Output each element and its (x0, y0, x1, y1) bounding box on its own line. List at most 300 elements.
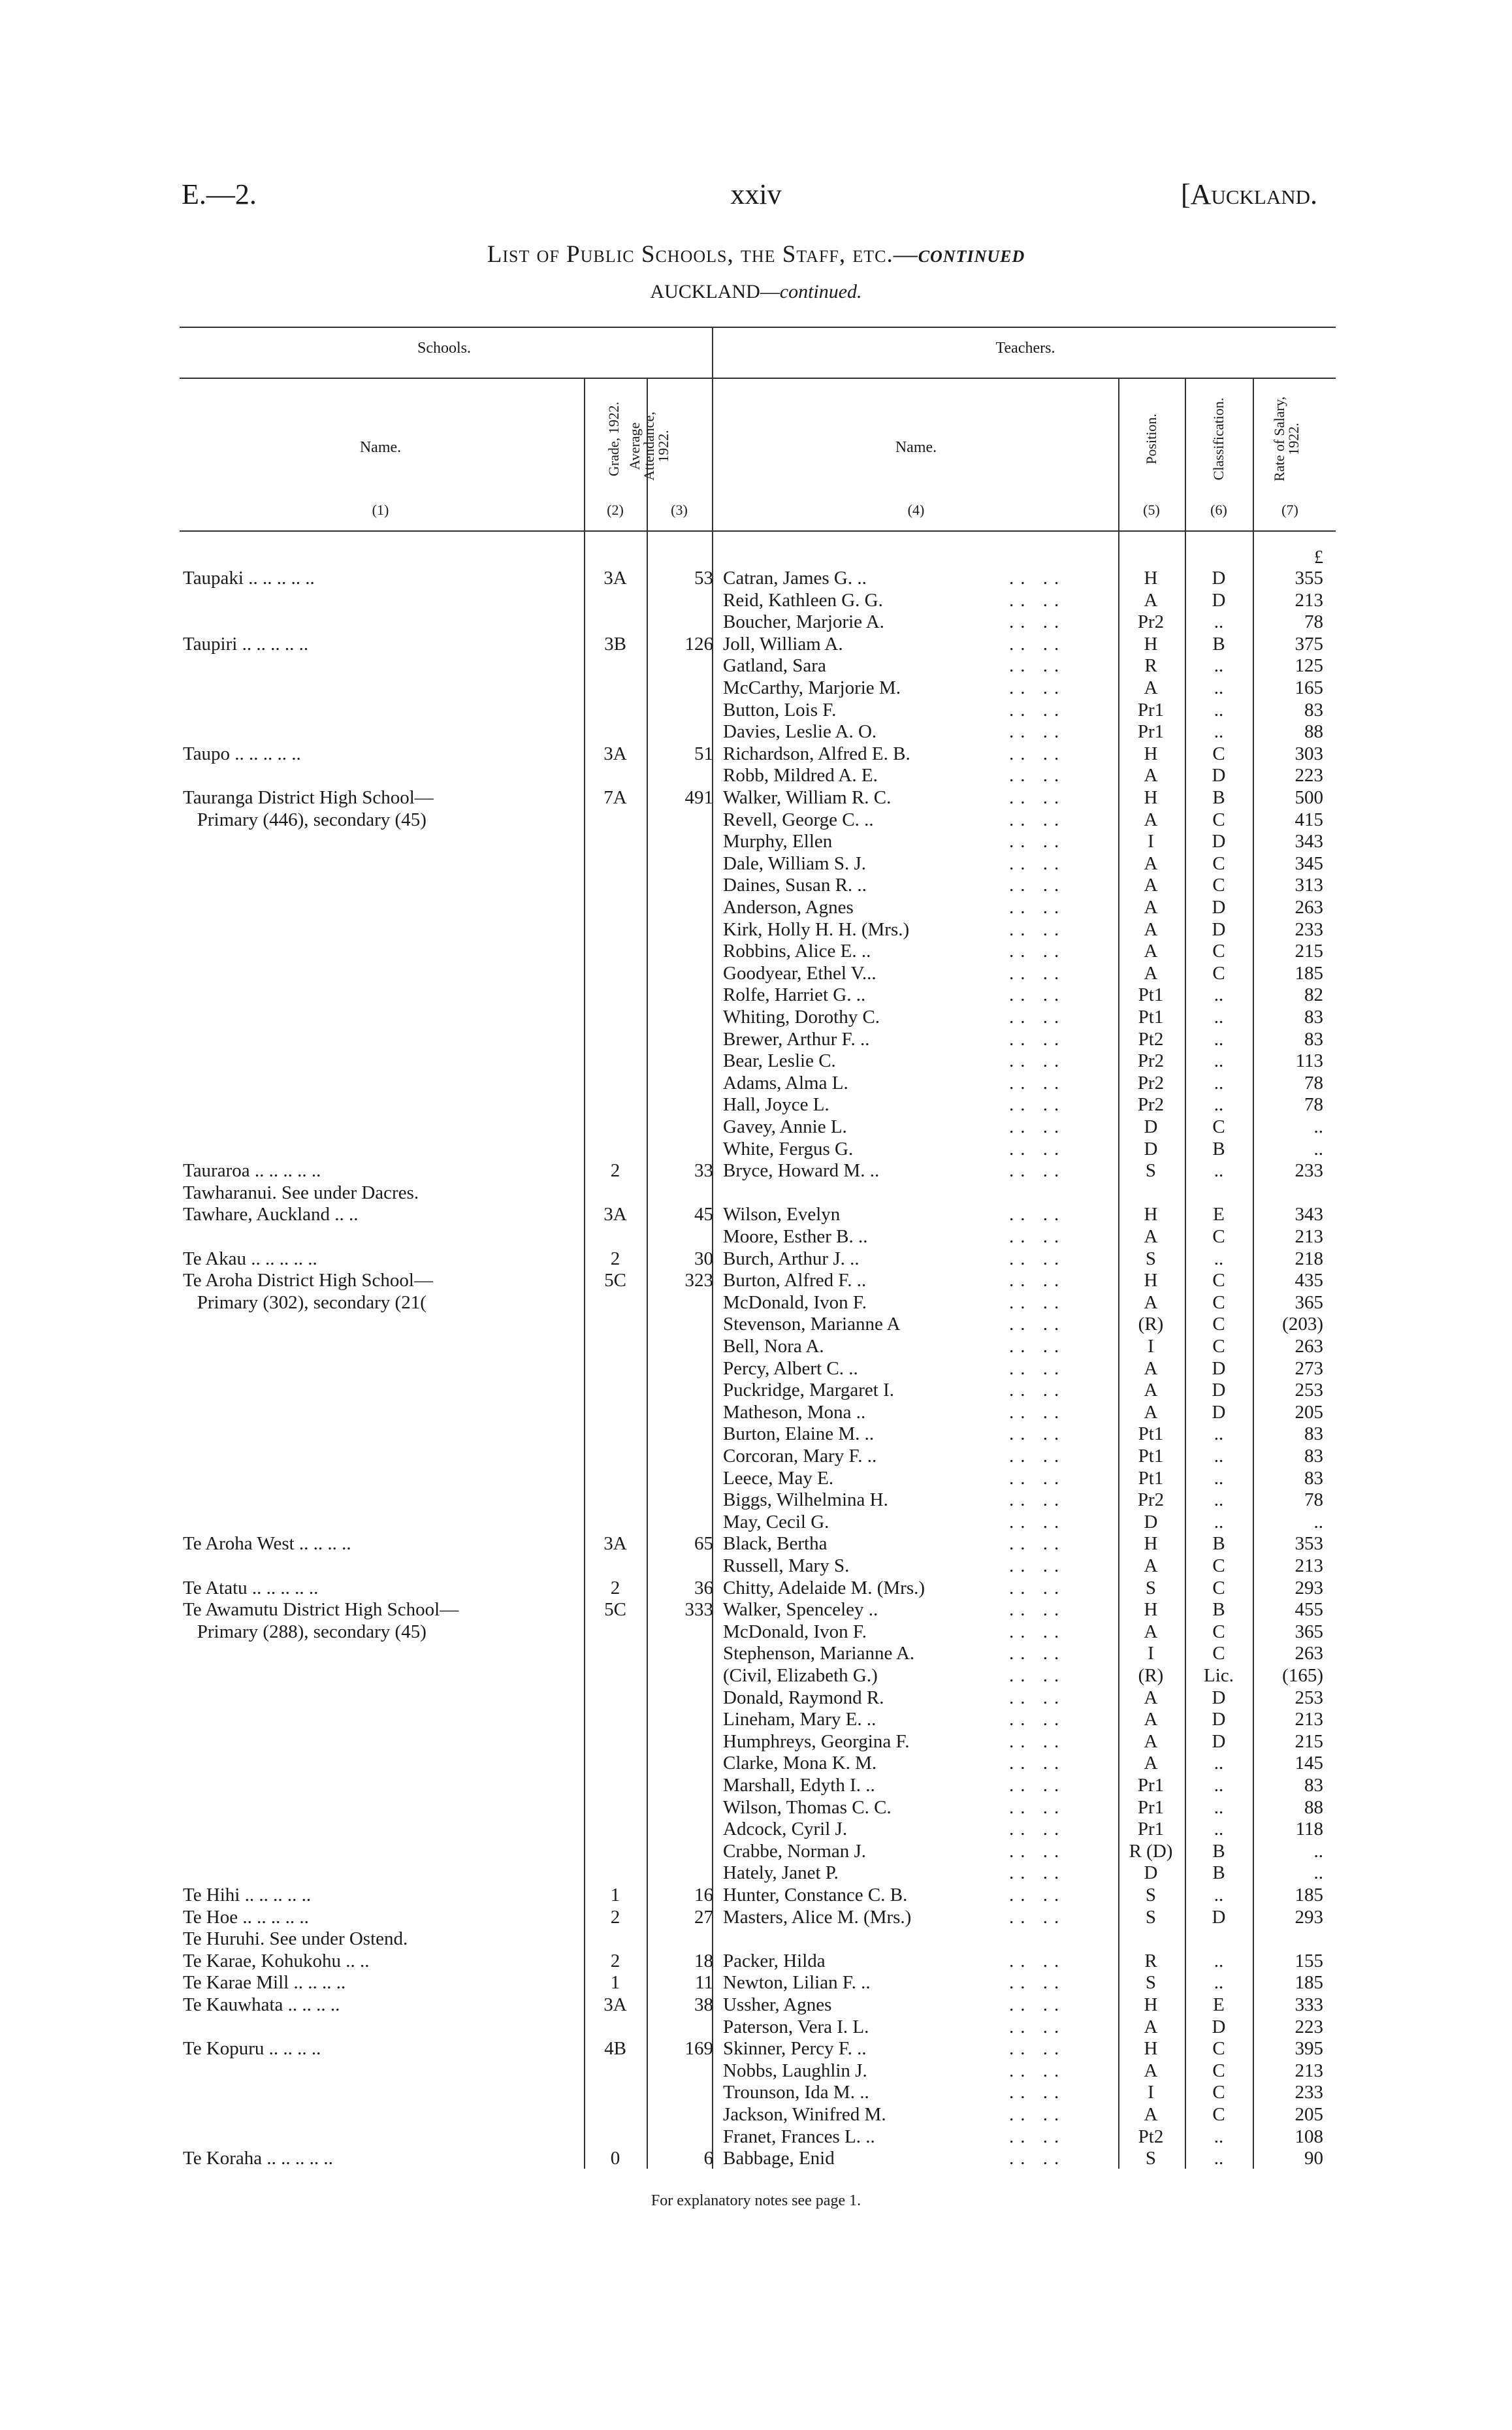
salary-cell: 273 (1295, 1357, 1323, 1379)
classification-cell: D (1212, 831, 1226, 852)
leader-dots: .. .. (1009, 1687, 1066, 1708)
position-cell: I (1148, 1643, 1154, 1664)
salary-cell: 205 (1295, 1401, 1323, 1423)
table-row (0, 1511, 1512, 1533)
position-cell: A (1144, 897, 1158, 918)
salary-cell: 293 (1295, 1906, 1323, 1928)
position-cell: H (1144, 1599, 1158, 1621)
classification-cell: C (1212, 743, 1225, 764)
table-row (0, 1006, 1512, 1028)
leader-dots: .. .. (1009, 677, 1066, 698)
teacher-name-cell: Robbins, Alice E. .. (723, 941, 871, 962)
leader-dots: .. .. (1009, 897, 1066, 918)
leader-dots: .. .. (1009, 1972, 1066, 1994)
classification-cell: .. (1214, 1885, 1224, 1905)
attendance-cell: 6 (703, 2148, 713, 2169)
classification-cell: D (1212, 1401, 1226, 1423)
grade-cell: 2 (610, 1248, 620, 1269)
salary-cell: 313 (1295, 875, 1323, 896)
teacher-name-cell: Stephenson, Marianne A. (723, 1643, 915, 1664)
classification-cell: E (1213, 1994, 1225, 2015)
teacher-name-cell: Anderson, Agnes (723, 897, 854, 918)
classification-cell: D (1212, 1687, 1226, 1708)
salary-cell: 213 (1295, 1709, 1323, 1730)
position-cell: A (1144, 1380, 1158, 1401)
teacher-name-cell: Biggs, Wilhelmina H. (723, 1489, 888, 1511)
position-cell: H (1144, 568, 1158, 589)
classification-cell: C (1212, 809, 1225, 830)
leader-dots: .. .. (1009, 1753, 1066, 1774)
salary-cell: 415 (1295, 809, 1323, 830)
classification-cell: E (1213, 1204, 1225, 1225)
table-row (0, 1225, 1512, 1248)
salary-cell: 165 (1295, 677, 1323, 698)
position-cell: Pr2 (1137, 1489, 1165, 1511)
table-row (0, 1072, 1512, 1094)
leader-dots: .. .. (1009, 2104, 1066, 2125)
classification-cell: C (1212, 875, 1225, 896)
table-row (0, 1708, 1512, 1730)
classification-cell: .. (1214, 1753, 1224, 1774)
position-cell: A (1144, 1291, 1158, 1313)
salary-cell: 83 (1304, 1007, 1323, 1028)
leader-dots: .. .. (1009, 743, 1066, 764)
salary-cell: 78 (1304, 1094, 1323, 1116)
position-cell: Pr1 (1137, 721, 1165, 743)
leader-dots: .. .. (1009, 1730, 1066, 1752)
table-row (0, 1971, 1512, 1994)
position-cell: A (1144, 1753, 1158, 1774)
salary-cell: 83 (1304, 699, 1323, 721)
table-row (0, 2147, 1512, 2169)
classification-cell: B (1212, 633, 1225, 655)
teacher-name-cell: Moore, Esther B. .. (723, 1226, 868, 1247)
position-cell: Pr2 (1137, 1072, 1165, 1094)
table-row (0, 896, 1512, 918)
salary-cell: .. (1313, 1862, 1323, 1884)
position-cell: (R) (1138, 1665, 1164, 1686)
classification-cell: .. (1214, 655, 1224, 677)
table-row (0, 589, 1512, 611)
salary-cell: .. (1313, 1511, 1323, 1532)
school-name-cell: Te Kopuru .. .. .. .. (183, 2038, 321, 2060)
classification-cell: .. (1214, 1248, 1224, 1269)
region-header: [Auckland. (1181, 178, 1317, 210)
salary-cell: 185 (1295, 1972, 1323, 1994)
teacher-name-cell: Skinner, Percy F. .. (723, 2038, 867, 2060)
leader-dots: .. .. (1009, 1336, 1066, 1357)
position-cell: A (1144, 2104, 1158, 2125)
table-row (0, 1884, 1512, 1906)
salary-cell: 185 (1295, 1885, 1323, 1905)
title-main: List of Public Schools, the Staff, etc.— (487, 241, 918, 268)
table-row (0, 1621, 1512, 1643)
table-row (0, 1928, 1512, 1950)
classification-cell: D (1212, 765, 1226, 786)
position-cell: A (1144, 1709, 1158, 1730)
position-cell: S (1145, 1906, 1157, 1928)
salary-cell: 78 (1304, 1489, 1323, 1511)
position-cell: A (1144, 1730, 1158, 1752)
teacher-name-cell: (Civil, Elizabeth G.) (723, 1665, 878, 1686)
classification-cell: C (1212, 1314, 1225, 1335)
position-cell: A (1144, 918, 1158, 940)
leader-dots: .. .. (1009, 1357, 1066, 1379)
classification-cell: C (1212, 1291, 1225, 1313)
table-row (0, 764, 1512, 786)
teacher-name-cell: Reid, Kathleen G. G. (723, 589, 883, 611)
classification-cell: C (1212, 1226, 1225, 1247)
leader-dots: .. .. (1009, 1028, 1066, 1050)
school-name-cell: Tawhare, Auckland .. .. (183, 1204, 359, 1225)
leader-dots: .. .. (1009, 2016, 1066, 2037)
classification-cell: C (1212, 1116, 1225, 1137)
attendance-cell: 18 (694, 1950, 713, 1971)
attendance-cell: 51 (694, 743, 713, 764)
leader-dots: .. .. (1009, 1270, 1066, 1291)
classification-cell: .. (1214, 1467, 1224, 1489)
table-row (0, 1357, 1512, 1380)
table-row (0, 1994, 1512, 2016)
school-name-cell: Te Awamutu District High School— (183, 1599, 459, 1621)
table-row (0, 1138, 1512, 1160)
position-cell: A (1144, 941, 1158, 962)
teacher-name-cell: Newton, Lilian F. .. (723, 1972, 871, 1994)
table-row (0, 809, 1512, 831)
leader-dots: .. .. (1009, 1577, 1066, 1598)
classification-cell: D (1212, 2016, 1226, 2037)
salary-cell: 253 (1295, 1380, 1323, 1401)
school-name-cell: Primary (288), secondary (45) (183, 1621, 426, 1642)
header-top-rule (180, 327, 1336, 328)
col-num-4: (4) (907, 502, 925, 518)
salary-cell: 88 (1304, 721, 1323, 743)
classification-cell: C (1212, 1577, 1225, 1598)
classification-cell: .. (1214, 611, 1224, 633)
grade-cell: 4B (604, 2038, 626, 2060)
attendance-cell: 27 (694, 1906, 713, 1928)
table-row (0, 721, 1512, 743)
teacher-name-cell: Bryce, Howard M. .. (723, 1160, 880, 1182)
grade-cell: 3A (603, 1533, 627, 1555)
classification-cell: .. (1214, 1796, 1224, 1818)
salary-cell: 215 (1295, 1730, 1323, 1752)
subtitle-main: AUCKLAND— (650, 281, 780, 302)
position-cell: S (1145, 1577, 1157, 1598)
table-row (0, 1489, 1512, 1511)
classification-cell: C (1212, 2060, 1225, 2081)
position-cell: A (1144, 809, 1158, 830)
teacher-name-cell: Walker, William R. C. (723, 787, 892, 808)
teacher-name-cell: Clarke, Mona K. M. (723, 1753, 877, 1774)
leader-dots: .. .. (1009, 1072, 1066, 1094)
classification-cell: C (1212, 941, 1225, 962)
attendance-cell: 126 (684, 633, 713, 655)
position-cell: D (1144, 1511, 1158, 1532)
table-row (0, 1248, 1512, 1270)
table-row (0, 743, 1512, 765)
position-cell: I (1148, 831, 1154, 852)
school-name-cell: Te Kauwhata .. .. .. .. (183, 1994, 340, 2015)
attendance-cell: 16 (694, 1885, 713, 1905)
leader-dots: .. .. (1009, 1796, 1066, 1818)
attendance-cell: 33 (694, 1160, 713, 1182)
leader-dots: .. .. (1009, 1885, 1066, 1905)
teacher-name-cell: Matheson, Mona .. (723, 1401, 866, 1423)
teacher-name-cell: Burch, Arthur J. .. (723, 1248, 860, 1269)
teacher-name-cell: Boucher, Marjorie A. (723, 611, 884, 633)
leader-dots: .. .. (1009, 2038, 1066, 2060)
classification-header: Classification. (1210, 397, 1227, 481)
salary-cell: 263 (1295, 897, 1323, 918)
school-name-cell: Te Aroha West .. .. .. .. (183, 1533, 351, 1555)
teacher-name-cell: Lineham, Mary E. .. (723, 1709, 877, 1730)
salary-cell: 343 (1295, 831, 1323, 852)
teacher-name-cell: Masters, Alice M. (Mrs.) (723, 1906, 912, 1928)
position-cell: R (D) (1129, 1840, 1173, 1862)
col-num-5: (5) (1143, 502, 1160, 518)
classification-cell: B (1212, 1138, 1225, 1159)
salary-header: Rate of Salary, 1922. (1271, 397, 1302, 481)
table-row (0, 655, 1512, 677)
salary-cell: 263 (1295, 1336, 1323, 1357)
leader-dots: .. .. (1009, 1511, 1066, 1532)
school-name-cell: Taupiri .. .. .. .. .. (183, 633, 309, 655)
salary-cell: 155 (1295, 1950, 1323, 1971)
page-subtitle (0, 281, 1512, 303)
classification-cell: .. (1214, 1028, 1224, 1050)
table-row (0, 984, 1512, 1006)
grade-cell: 3A (603, 743, 627, 764)
leader-dots: .. .. (1009, 1248, 1066, 1269)
teacher-name-cell: Gatland, Sara (723, 655, 826, 677)
position-cell: H (1144, 2038, 1158, 2060)
table-row (0, 1906, 1512, 1928)
teacher-name-cell: Richardson, Alfred E. B. (723, 743, 910, 764)
attendance-header: Average Attendance, 1922. (626, 412, 671, 481)
leader-dots: .. .. (1009, 1599, 1066, 1621)
salary-cell: 205 (1295, 2104, 1323, 2125)
table-row (0, 1577, 1512, 1599)
school-name-cell: Te Atatu .. .. .. .. .. (183, 1577, 319, 1598)
teacher-name-cell: Hunter, Constance C. B. (723, 1885, 908, 1905)
position-cell: R (1144, 1950, 1157, 1971)
leader-dots: .. .. (1009, 1116, 1066, 1137)
teacher-name-cell: Davies, Leslie A. O. (723, 721, 877, 743)
leader-dots: .. .. (1009, 699, 1066, 721)
classification-cell: D (1212, 918, 1226, 940)
teacher-name-cell: Stevenson, Marianne A (723, 1314, 901, 1335)
salary-cell: 365 (1295, 1621, 1323, 1642)
table-row (0, 1159, 1512, 1182)
leader-dots: .. .. (1009, 918, 1066, 940)
position-cell: A (1144, 1555, 1158, 1576)
attendance-cell: 65 (694, 1533, 713, 1555)
table-row (0, 1313, 1512, 1335)
classification-cell: D (1212, 897, 1226, 918)
classification-cell: .. (1214, 2126, 1224, 2147)
school-name-header: Name. (359, 439, 402, 456)
position-cell: H (1144, 787, 1158, 808)
attendance-cell: 45 (694, 1204, 713, 1225)
teacher-name-cell: Rolfe, Harriet G. .. (723, 984, 866, 1006)
classification-cell: C (1212, 962, 1225, 984)
salary-cell: 83 (1304, 1446, 1323, 1466)
school-name-cell: Te Akau .. .. .. .. .. (183, 1248, 317, 1269)
leader-dots: .. .. (1009, 2082, 1066, 2103)
school-name-cell: Te Huruhi. See under Ostend. (183, 1928, 408, 1950)
teacher-name-cell: McDonald, Ivon F. (723, 1621, 867, 1642)
salary-cell: 293 (1295, 1577, 1323, 1598)
classification-cell: .. (1214, 2148, 1224, 2169)
teacher-name-cell: McCarthy, Marjorie M. (723, 677, 901, 698)
salary-cell: 83 (1304, 1775, 1323, 1796)
classification-cell: B (1212, 1862, 1225, 1884)
salary-cell: .. (1313, 1138, 1323, 1159)
table-row (0, 1291, 1512, 1314)
position-cell: R (1144, 655, 1157, 677)
leader-dots: .. .. (1009, 2126, 1066, 2147)
classification-cell: C (1212, 1336, 1225, 1357)
position-cell: H (1144, 1204, 1158, 1225)
salary-cell: 223 (1295, 2016, 1323, 2037)
table-row (0, 1796, 1512, 1819)
salary-cell: 213 (1295, 1226, 1323, 1247)
salary-cell: 215 (1295, 941, 1323, 962)
teacher-name-cell: Gavey, Annie L. (723, 1116, 847, 1137)
salary-cell: 83 (1304, 1423, 1323, 1445)
salary-cell: 118 (1295, 1819, 1323, 1840)
teacher-name-cell: Revell, George C. .. (723, 809, 874, 830)
position-cell: Pt1 (1138, 1423, 1164, 1445)
teacher-name-cell: Joll, William A. (723, 633, 843, 655)
grade-cell: 1 (610, 1885, 620, 1905)
leader-dots: .. .. (1009, 962, 1066, 984)
classification-cell: Lic. (1204, 1665, 1234, 1686)
position-cell: Pr1 (1137, 1775, 1165, 1796)
col-num-7: (7) (1281, 502, 1298, 518)
classification-cell: .. (1214, 721, 1224, 743)
col-num-2: (2) (607, 502, 624, 518)
salary-cell: 125 (1295, 655, 1323, 677)
position-cell: S (1145, 1160, 1157, 1182)
school-name-cell: Te Aroha District High School— (183, 1270, 433, 1291)
grade-cell: 7A (603, 787, 627, 808)
attendance-cell: 53 (694, 568, 713, 589)
position-cell: Pt1 (1138, 1007, 1164, 1028)
teacher-name-cell: Adcock, Cyril J. (723, 1819, 848, 1840)
table-row (0, 874, 1512, 896)
teacher-name-cell: Adams, Alma L. (723, 1072, 848, 1094)
classification-cell: .. (1214, 1950, 1224, 1971)
grade-cell: 3B (604, 633, 626, 655)
leader-dots: .. .. (1009, 1380, 1066, 1401)
school-name-cell: Primary (446), secondary (45) (183, 809, 426, 830)
teacher-name-cell: Daines, Susan R. .. (723, 875, 867, 896)
salary-cell: 233 (1295, 2082, 1323, 2103)
teacher-name-cell: Crabbe, Norman J. (723, 1840, 867, 1862)
table-row (0, 1203, 1512, 1225)
leader-dots: .. .. (1009, 1862, 1066, 1884)
leader-dots: .. .. (1009, 568, 1066, 589)
leader-dots: .. .. (1009, 1533, 1066, 1555)
leader-dots: .. .. (1009, 1709, 1066, 1730)
salary-cell: (203) (1282, 1314, 1323, 1335)
position-cell: S (1145, 1885, 1157, 1905)
classification-cell: C (1212, 2082, 1225, 2103)
leader-dots: .. .. (1009, 1467, 1066, 1489)
position-cell: Pr1 (1137, 1796, 1165, 1818)
teacher-name-cell: Humphreys, Georgina F. (723, 1730, 910, 1752)
leader-dots: .. .. (1009, 765, 1066, 786)
attendance-cell: 11 (695, 1972, 713, 1994)
salary-cell: 263 (1295, 1643, 1323, 1664)
table-row (0, 1116, 1512, 1138)
position-cell: H (1144, 1270, 1158, 1291)
position-cell: A (1144, 765, 1158, 786)
salary-cell: 90 (1304, 2148, 1323, 2169)
teacher-name-header: Name. (895, 439, 937, 456)
classification-cell: D (1212, 1730, 1226, 1752)
salary-cell: 345 (1295, 852, 1323, 874)
leader-dots: .. .. (1009, 984, 1066, 1006)
position-cell: S (1145, 1248, 1157, 1269)
classification-cell: D (1212, 1906, 1226, 1928)
leader-dots: .. .. (1009, 655, 1066, 677)
table-row (0, 1335, 1512, 1357)
leader-dots: .. .. (1009, 2148, 1066, 2169)
teacher-name-cell: Ussher, Agnes (723, 1994, 832, 2015)
grade-cell: 2 (610, 1906, 620, 1928)
title-continued: continued (918, 241, 1025, 268)
table-row (0, 1950, 1512, 1972)
grade-cell: 5C (604, 1270, 626, 1291)
teacher-name-cell: Burton, Alfred F. .. (723, 1270, 867, 1291)
teacher-name-cell: Catran, James G. .. (723, 568, 867, 589)
classification-cell: .. (1214, 1007, 1224, 1028)
classification-cell: .. (1214, 1072, 1224, 1094)
table-row (0, 1840, 1512, 1862)
leader-dots: .. .. (1009, 1401, 1066, 1423)
table-row (0, 1467, 1512, 1489)
classification-cell: .. (1214, 1050, 1224, 1072)
salary-cell: 375 (1295, 633, 1323, 655)
table-row (0, 2060, 1512, 2082)
leader-dots: .. .. (1009, 1489, 1066, 1511)
salary-cell: 78 (1304, 1072, 1323, 1094)
salary-cell: 353 (1295, 1533, 1323, 1555)
position-cell: A (1144, 2060, 1158, 2081)
leader-dots: .. .. (1009, 1138, 1066, 1159)
table-row (0, 611, 1512, 633)
leader-dots: .. .. (1009, 1226, 1066, 1247)
salary-cell: (165) (1282, 1665, 1323, 1686)
table-row (0, 1050, 1512, 1072)
salary-cell: 185 (1295, 962, 1323, 984)
teacher-name-cell: Packer, Hilda (723, 1950, 826, 1971)
classification-cell: .. (1214, 1094, 1224, 1116)
table-row (0, 1182, 1512, 1204)
grade-cell: 5C (604, 1599, 626, 1621)
school-name-cell: Tawharanui. See under Dacres. (183, 1182, 419, 1203)
teacher-name-cell: Hately, Janet P. (723, 1862, 839, 1884)
salary-cell: 108 (1295, 2126, 1323, 2147)
school-name-cell: Te Karae, Kohukohu .. .. (183, 1950, 370, 1971)
classification-cell: B (1212, 1533, 1225, 1555)
grade-cell: 2 (610, 1160, 620, 1182)
classification-cell: C (1212, 2104, 1225, 2125)
position-cell: H (1144, 743, 1158, 764)
